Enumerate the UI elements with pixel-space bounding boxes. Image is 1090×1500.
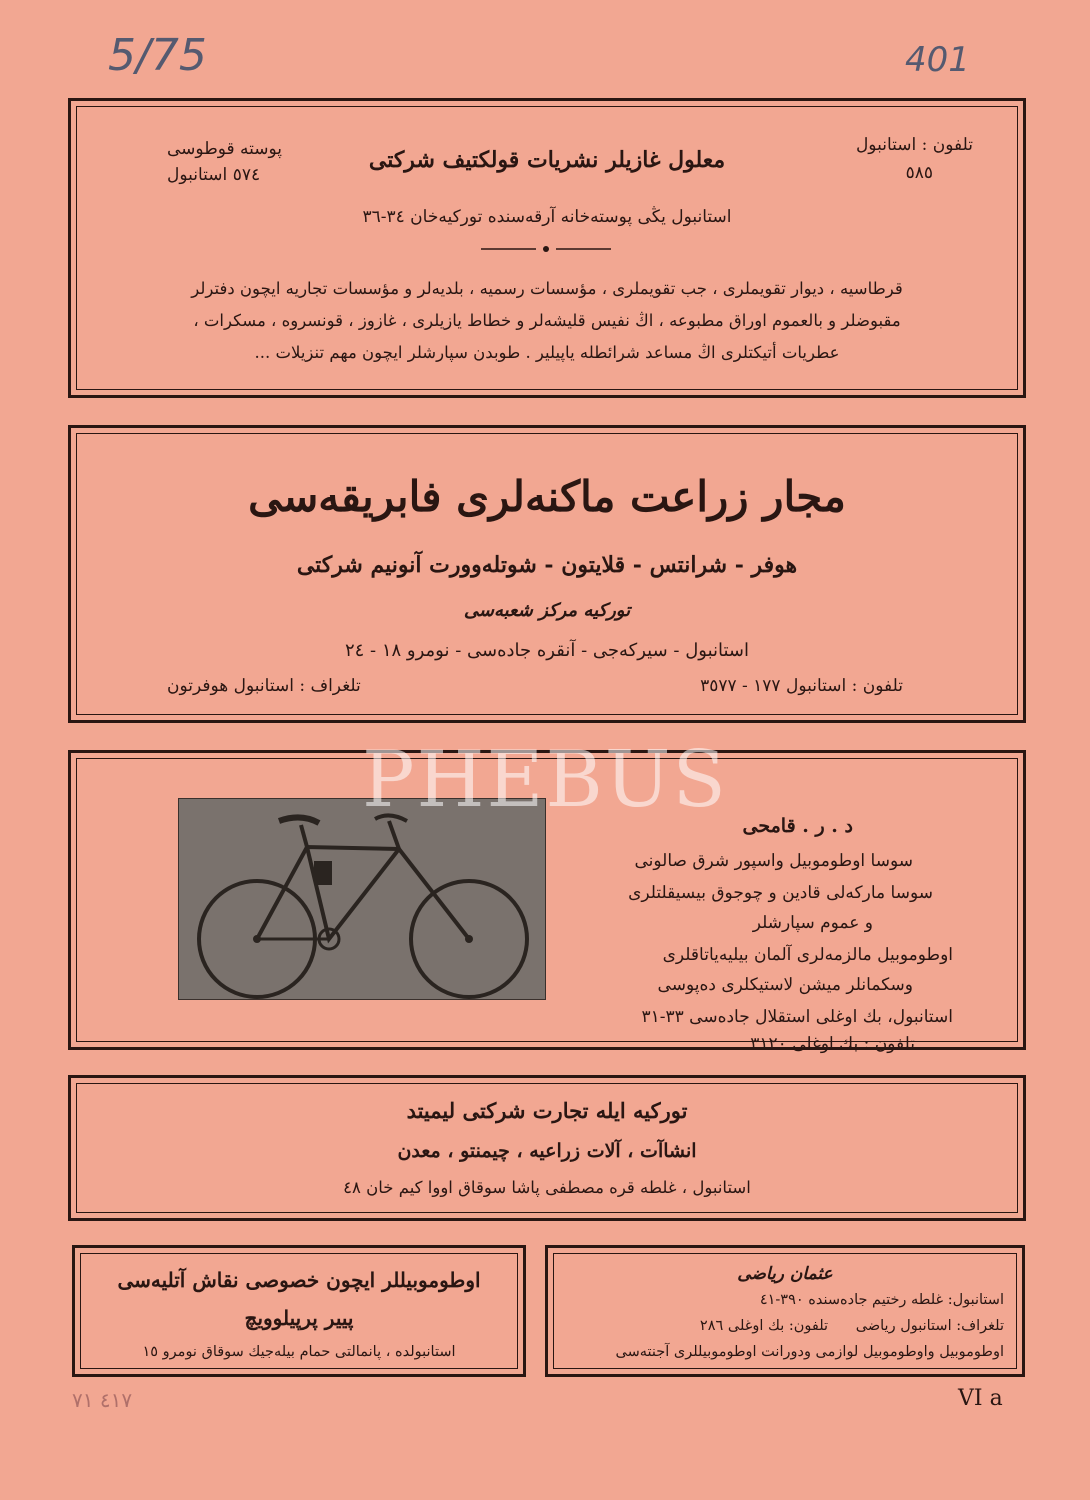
ad-turkey-trade-company	[68, 1075, 1026, 1221]
ad3-address: استانبول، بك اوغلى استقلال جاده‌سى ٣٣-٣١	[641, 1007, 953, 1027]
ad4-address: استانبول ، غلطه قره مصطفى پاشا سوقاق اووا كيم خان ٤٨	[343, 1178, 751, 1197]
ad6-line2: تلغراف: استانبول رياضى تلفون: بك اوغلى ٢٨٦	[699, 1318, 1004, 1334]
ad3-line5: وسكمانلر ميشن لاستيكلرى ده‌پوسى	[657, 975, 913, 995]
ad1-pobox-number: ٥٧٤ استانبول	[167, 165, 261, 185]
footer-page-label: VI a	[958, 1386, 1003, 1411]
ad1-body-line1: قرطاسيه ، ديوار تقويملرى ، جب تقويملرى ، مؤسسات رسميه ، بلديه‌لر و مؤسسات تجاريه ايچون دفترلر	[191, 279, 903, 298]
ad1-body-line3: عطريات أتيكتلرى اڭ مساعد شرائطله ياپيلير . طوبدن سپارشلر ايچون مهم تنزيلات ...	[254, 343, 840, 362]
ad6-line1: استانبول: غلطه رختيم جاده‌سنده ٣٩٠-٤١	[759, 1292, 1004, 1308]
ad3-title: د . ر . قامحى	[742, 815, 853, 837]
ad5-address: استانبولده ، پانمالتى حمام بيله‌جيك سوقاق نومرو ١٥	[142, 1344, 456, 1360]
ad4-title: توركيه ايله تجارت شركتى ليميتد	[406, 1098, 688, 1123]
ad3-line2: سوسا ماركه‌لى قادين و چوجوق بيسيقلتلرى	[628, 883, 933, 903]
ad5-name: پيير پرپيلوويچ	[244, 1306, 354, 1330]
ad6-line3: اوطوموبيل واوطوموبيل لوازمى ودورانت اوطوموبيللرى آجنته‌سى	[615, 1344, 1004, 1360]
bicycle-icon	[179, 799, 545, 999]
ad1-phone-label: تلفون : استانبول	[855, 135, 973, 155]
ad-osman-riyazi	[545, 1245, 1025, 1377]
ad3-phone: تلفون : بك اوغلى ٣١٢٠	[750, 1034, 915, 1054]
ad3-line3: و عموم سپارشلر	[752, 913, 873, 933]
ad1-body-line2: مقبوضلر و بالعموم اوراق مطبوعه ، اڭ نفيس قليشه‌لر و خطاط يازيلرى ، غازوز ، قونسروه ، مسكرات ،	[193, 311, 901, 330]
ad1-phone-number: ٥٨٥	[905, 163, 933, 183]
ad-disabled-veterans-publications	[68, 98, 1026, 398]
divider-ornament	[481, 243, 611, 255]
ad1-pobox-label: پوسته قوطوسى	[167, 139, 283, 159]
handwritten-catalog-number: 5/75	[108, 30, 207, 81]
ad4-subtitle: انشاآت ، آلات زراعيه ، چيمنتو ، معدن	[397, 1140, 697, 1162]
ad3-line4: اوطوموبيل مالزمه‌لرى آلمان بيليه‌ياتاقلرى	[662, 945, 953, 965]
ad3-line1: سوسا اوطوموبيل واسپور شرق صالونى	[634, 851, 913, 871]
ad1-address: استانبول يڭى پوسته‌خانه آرقه‌سنده توركيه‌خان ٣٤-٣٦	[362, 207, 732, 227]
ad2-title: مجار زراعت ماكنه‌لرى فابريقه‌سى	[248, 472, 846, 521]
handwritten-page-number: 401	[905, 40, 970, 80]
ad2-phone: تلفون : استانبول ١٧٧ - ٣٥٧٧	[700, 676, 903, 696]
ad-car-paint-workshop	[72, 1245, 526, 1377]
watermark: PHEBUS	[362, 735, 728, 825]
ad-hungarian-agricultural-machinery	[68, 425, 1026, 723]
ad6-title: عثمان رياضى	[737, 1264, 833, 1284]
ad2-subtitle: هوفر - شرانتس - قلايتون - شوتله‌وورت آنونيم شركتى	[296, 552, 798, 578]
footer-left-number: ٤١٧ ٧١	[72, 1388, 133, 1412]
ad5-title: اوطوموبيللر ايچون خصوصى نقاش آتليه‌سى	[117, 1268, 481, 1292]
ad2-telegraph: تلغراف : استانبول هوفرتون	[167, 676, 361, 696]
ad1-title: معلول غازيلر نشريات قولكتيف شركتى	[368, 147, 726, 173]
bicycle-photo	[178, 798, 546, 1000]
ad2-branch: توركيه مركز شعبه‌سى	[463, 600, 631, 621]
ad2-address: استانبول - سيركه‌جى - آنقره جاده‌سى - نومرو ١٨ - ٢٤	[344, 640, 750, 661]
